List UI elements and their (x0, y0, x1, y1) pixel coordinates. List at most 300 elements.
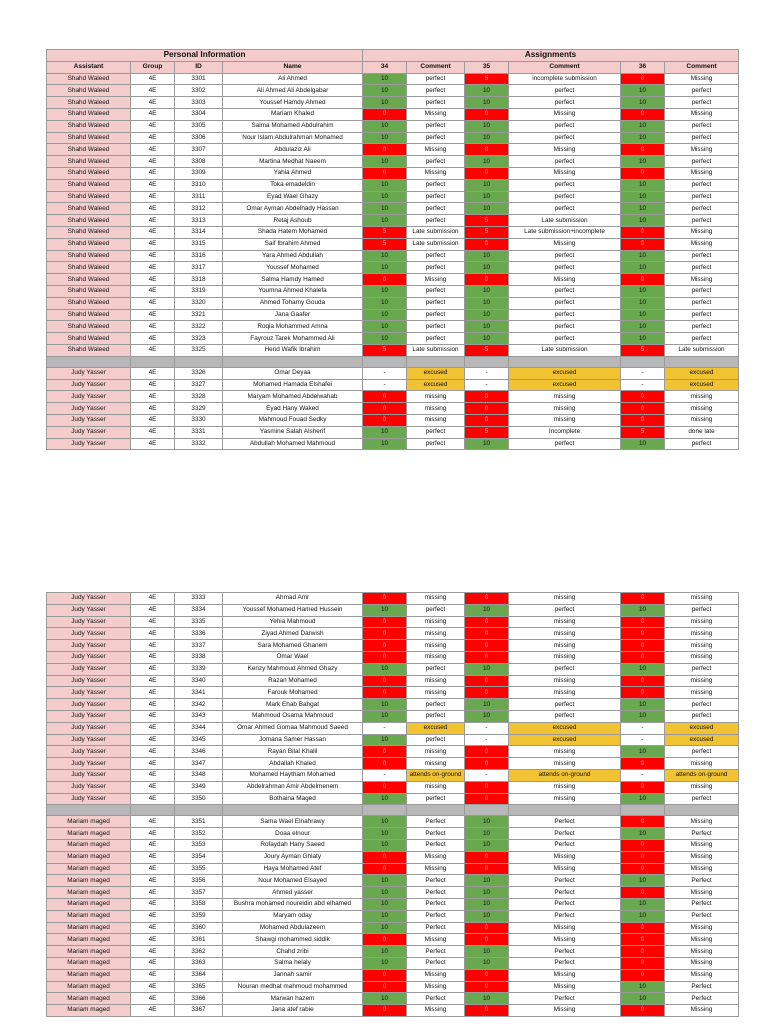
comment-34-cell[interactable]: Missing (407, 144, 465, 156)
score-34-cell[interactable]: 10 (363, 438, 407, 450)
group-cell[interactable]: 4E (131, 769, 175, 781)
comment-35-cell[interactable]: Perfect (509, 839, 621, 851)
name-cell[interactable]: Sama Wael Elnahrawy (223, 816, 363, 828)
assistant-cell[interactable]: Judy Yasser (47, 628, 131, 640)
comment-34-cell[interactable]: Late submission (407, 226, 465, 238)
comment-36-cell[interactable]: excused (665, 722, 739, 734)
assistant-cell[interactable]: Mariam maged (47, 946, 131, 958)
comment-34-cell[interactable]: excused (407, 367, 465, 379)
score-35-cell[interactable]: 10 (465, 839, 509, 851)
assistant-cell[interactable]: Judy Yasser (47, 593, 131, 605)
assistant-cell[interactable]: Shahd Waleed (47, 297, 131, 309)
score-36-cell[interactable]: 0 (621, 403, 665, 415)
group-cell[interactable]: 4E (131, 97, 175, 109)
comment-36-cell[interactable]: perfect (665, 309, 739, 321)
score-36-cell[interactable]: 10 (621, 910, 665, 922)
comment-36-cell[interactable]: Missing (665, 946, 739, 958)
score-35-cell[interactable]: 0 (465, 687, 509, 699)
score-34-cell[interactable]: 10 (363, 793, 407, 805)
score-36-cell[interactable]: 0 (621, 274, 665, 286)
comment-36-cell[interactable]: perfect (665, 604, 739, 616)
score-34-cell[interactable]: - (363, 769, 407, 781)
score-35-cell[interactable]: 0 (465, 616, 509, 628)
score-36-cell[interactable]: 0 (621, 167, 665, 179)
score-36-cell[interactable]: 0 (621, 839, 665, 851)
score-34-cell[interactable]: 0 (363, 593, 407, 605)
group-cell[interactable]: 4E (131, 593, 175, 605)
score-36-cell[interactable]: 10 (621, 156, 665, 168)
comment-36-cell[interactable]: missing (665, 593, 739, 605)
comment-34-cell[interactable]: perfect (407, 426, 465, 438)
group-cell[interactable]: 4E (131, 108, 175, 120)
group-cell[interactable]: 4E (131, 616, 175, 628)
comment-34-cell[interactable]: Perfect (407, 922, 465, 934)
comment-36-cell[interactable]: Late submission (665, 344, 739, 356)
score-34-cell[interactable]: 10 (363, 250, 407, 262)
id-cell[interactable]: 3335 (175, 616, 223, 628)
id-cell[interactable]: 3319 (175, 285, 223, 297)
comment-36-cell[interactable]: Missing (665, 969, 739, 981)
group-cell[interactable]: 4E (131, 746, 175, 758)
score-35-cell[interactable]: 0 (465, 274, 509, 286)
assistant-cell[interactable]: Judy Yasser (47, 414, 131, 426)
group-cell[interactable]: 4E (131, 699, 175, 711)
score-35-cell[interactable]: 0 (465, 593, 509, 605)
name-cell[interactable]: Salma helaly (223, 957, 363, 969)
assistant-cell[interactable]: Judy Yasser (47, 746, 131, 758)
id-cell[interactable]: 3315 (175, 238, 223, 250)
assistant-cell[interactable]: Mariam maged (47, 863, 131, 875)
assistant-cell[interactable]: Judy Yasser (47, 758, 131, 770)
score-34-cell[interactable]: 0 (363, 687, 407, 699)
name-cell[interactable]: Yahia Ahmed (223, 167, 363, 179)
assistant-cell[interactable]: Mariam maged (47, 828, 131, 840)
group-cell[interactable]: 4E (131, 179, 175, 191)
score-34-cell[interactable]: 10 (363, 910, 407, 922)
comment-34-cell[interactable]: perfect (407, 85, 465, 97)
assistant-cell[interactable]: Mariam maged (47, 875, 131, 887)
assistant-cell[interactable]: Shahd Waleed (47, 285, 131, 297)
score-35-cell[interactable]: - (465, 367, 509, 379)
assistant-cell[interactable]: Judy Yasser (47, 391, 131, 403)
id-cell[interactable]: 3354 (175, 851, 223, 863)
assistant-cell[interactable]: Judy Yasser (47, 426, 131, 438)
score-35-cell[interactable]: 10 (465, 875, 509, 887)
comment-34-cell[interactable]: excused (407, 722, 465, 734)
score-36-cell[interactable]: 10 (621, 663, 665, 675)
comment-36-cell[interactable]: Missing (665, 238, 739, 250)
assistant-cell[interactable]: Shahd Waleed (47, 191, 131, 203)
id-cell[interactable]: 3366 (175, 993, 223, 1005)
score-35-cell[interactable]: - (465, 722, 509, 734)
comment-34-cell[interactable]: Perfect (407, 898, 465, 910)
score-35-cell[interactable]: 10 (465, 993, 509, 1005)
assistant-cell[interactable]: Judy Yasser (47, 793, 131, 805)
name-cell[interactable]: Omar Deyaa (223, 367, 363, 379)
id-cell[interactable]: 3355 (175, 863, 223, 875)
comment-35-cell[interactable]: perfect (509, 699, 621, 711)
comment-36-cell[interactable]: perfect (665, 120, 739, 132)
comment-34-cell[interactable]: perfect (407, 604, 465, 616)
comment-34-cell[interactable]: missing (407, 687, 465, 699)
id-cell[interactable]: 3348 (175, 769, 223, 781)
assistant-cell[interactable]: Shahd Waleed (47, 309, 131, 321)
assistant-cell[interactable]: Judy Yasser (47, 769, 131, 781)
assistant-cell[interactable]: Shahd Waleed (47, 344, 131, 356)
comment-35-cell[interactable]: perfect (509, 333, 621, 345)
comment-34-cell[interactable]: Missing (407, 108, 465, 120)
comment-35-cell[interactable]: missing (509, 781, 621, 793)
score-36-cell[interactable]: 0 (621, 816, 665, 828)
assistant-cell[interactable]: Judy Yasser (47, 699, 131, 711)
comment-35-cell[interactable]: excused (509, 379, 621, 391)
name-cell[interactable]: Jana atef rabie (223, 1005, 363, 1017)
score-35-cell[interactable]: 5 (465, 215, 509, 227)
score-34-cell[interactable]: 0 (363, 969, 407, 981)
name-cell[interactable]: Joury Ayman Ghlaty (223, 851, 363, 863)
id-cell[interactable]: 3323 (175, 333, 223, 345)
comment-34-cell[interactable]: perfect (407, 793, 465, 805)
comment-36-cell[interactable]: perfect (665, 793, 739, 805)
group-cell[interactable]: 4E (131, 758, 175, 770)
comment-36-cell[interactable]: perfect (665, 333, 739, 345)
name-cell[interactable]: Ahmed yasser (223, 887, 363, 899)
comment-36-cell[interactable]: perfect (665, 85, 739, 97)
id-cell[interactable]: 3333 (175, 593, 223, 605)
score-35-cell[interactable]: 10 (465, 309, 509, 321)
assistant-cell[interactable]: Judy Yasser (47, 651, 131, 663)
comment-35-cell[interactable]: perfect (509, 438, 621, 450)
comment-35-cell[interactable]: Missing (509, 863, 621, 875)
group-cell[interactable]: 4E (131, 993, 175, 1005)
score-34-cell[interactable]: 10 (363, 922, 407, 934)
comment-36-cell[interactable]: Missing (665, 144, 739, 156)
score-34-cell[interactable]: - (363, 367, 407, 379)
group-cell[interactable]: 4E (131, 875, 175, 887)
score-34-cell[interactable]: 0 (363, 758, 407, 770)
score-36-cell[interactable]: 0 (621, 414, 665, 426)
id-cell[interactable]: 3325 (175, 344, 223, 356)
comment-34-cell[interactable]: Perfect (407, 957, 465, 969)
score-34-cell[interactable]: 10 (363, 887, 407, 899)
score-36-cell[interactable]: 10 (621, 875, 665, 887)
score-34-cell[interactable]: 5 (363, 226, 407, 238)
score-36-cell[interactable]: 10 (621, 120, 665, 132)
score-36-cell[interactable]: 0 (621, 226, 665, 238)
assistant-cell[interactable]: Judy Yasser (47, 640, 131, 652)
score-36-cell[interactable]: 10 (621, 746, 665, 758)
name-cell[interactable]: Bothaina Maged (223, 793, 363, 805)
score-36-cell[interactable]: 10 (621, 85, 665, 97)
group-cell[interactable]: 4E (131, 734, 175, 746)
score-34-cell[interactable]: 0 (363, 108, 407, 120)
comment-36-cell[interactable]: perfect (665, 179, 739, 191)
id-cell[interactable]: 3326 (175, 367, 223, 379)
comment-36-cell[interactable]: perfect (665, 156, 739, 168)
comment-35-cell[interactable]: perfect (509, 285, 621, 297)
name-cell[interactable]: Shada Hatem Mohamed (223, 226, 363, 238)
score-35-cell[interactable]: 0 (465, 758, 509, 770)
comment-36-cell[interactable]: perfect (665, 215, 739, 227)
score-34-cell[interactable]: 0 (363, 1005, 407, 1017)
id-cell[interactable]: 3357 (175, 887, 223, 899)
comment-35-cell[interactable]: missing (509, 391, 621, 403)
score-35-cell[interactable]: 0 (465, 651, 509, 663)
comment-34-cell[interactable]: perfect (407, 438, 465, 450)
score-36-cell[interactable]: 0 (621, 887, 665, 899)
comment-34-cell[interactable]: perfect (407, 156, 465, 168)
score-34-cell[interactable]: 0 (363, 274, 407, 286)
score-36-cell[interactable]: - (621, 379, 665, 391)
id-cell[interactable]: 3340 (175, 675, 223, 687)
name-cell[interactable]: Omar Ayman Abdelhady Hassan (223, 203, 363, 215)
group-cell[interactable]: 4E (131, 426, 175, 438)
score-35-cell[interactable]: 10 (465, 179, 509, 191)
name-cell[interactable]: Mahmoud Osama Mahmoud (223, 710, 363, 722)
comment-34-cell[interactable]: missing (407, 403, 465, 415)
comment-35-cell[interactable]: perfect (509, 309, 621, 321)
score-34-cell[interactable]: 10 (363, 699, 407, 711)
id-cell[interactable]: 3367 (175, 1005, 223, 1017)
assistant-cell[interactable]: Judy Yasser (47, 734, 131, 746)
group-cell[interactable]: 4E (131, 934, 175, 946)
comment-34-cell[interactable]: Perfect (407, 839, 465, 851)
comment-34-cell[interactable]: Missing (407, 274, 465, 286)
score-35-cell[interactable]: 10 (465, 604, 509, 616)
assistant-cell[interactable]: Judy Yasser (47, 675, 131, 687)
score-35-cell[interactable]: 10 (465, 285, 509, 297)
id-cell[interactable]: 3359 (175, 910, 223, 922)
score-34-cell[interactable]: 0 (363, 863, 407, 875)
comment-36-cell[interactable]: Perfect (665, 898, 739, 910)
name-cell[interactable]: Maryam Mohamed Abdelwahab (223, 391, 363, 403)
comment-35-cell[interactable]: perfect (509, 97, 621, 109)
name-cell[interactable]: Abdallah Khaled (223, 758, 363, 770)
comment-35-cell[interactable]: missing (509, 593, 621, 605)
comment-35-cell[interactable]: missing (509, 687, 621, 699)
comment-34-cell[interactable]: missing (407, 675, 465, 687)
id-cell[interactable]: 3327 (175, 379, 223, 391)
name-cell[interactable]: Rayan Bilal Khalil (223, 746, 363, 758)
score-34-cell[interactable]: 10 (363, 297, 407, 309)
comment-36-cell[interactable]: excused (665, 367, 739, 379)
group-cell[interactable]: 4E (131, 120, 175, 132)
score-35-cell[interactable]: 10 (465, 156, 509, 168)
score-36-cell[interactable]: 5 (621, 344, 665, 356)
comment-35-cell[interactable]: Late submission+incomplete (509, 226, 621, 238)
score-34-cell[interactable]: 10 (363, 993, 407, 1005)
comment-35-cell[interactable]: Perfect (509, 910, 621, 922)
assistant-cell[interactable]: Mariam maged (47, 969, 131, 981)
assistant-cell[interactable]: Judy Yasser (47, 687, 131, 699)
score-35-cell[interactable]: 10 (465, 120, 509, 132)
score-34-cell[interactable]: 0 (363, 616, 407, 628)
assistant-cell[interactable]: Shahd Waleed (47, 156, 131, 168)
score-35-cell[interactable]: 0 (465, 746, 509, 758)
name-cell[interactable]: Jannah samir (223, 969, 363, 981)
score-34-cell[interactable]: - (363, 379, 407, 391)
name-cell[interactable]: Mohamed Hamada Elshafei (223, 379, 363, 391)
group-cell[interactable]: 4E (131, 203, 175, 215)
score-35-cell[interactable]: 0 (465, 922, 509, 934)
assistant-cell[interactable]: Judy Yasser (47, 604, 131, 616)
score-35-cell[interactable]: 0 (465, 391, 509, 403)
score-36-cell[interactable]: 10 (621, 132, 665, 144)
assistant-cell[interactable]: Shahd Waleed (47, 321, 131, 333)
id-cell[interactable]: 3308 (175, 156, 223, 168)
id-cell[interactable]: 3350 (175, 793, 223, 805)
score-35-cell[interactable]: 10 (465, 262, 509, 274)
score-36-cell[interactable]: 10 (621, 297, 665, 309)
assistant-cell[interactable]: Mariam maged (47, 898, 131, 910)
comment-36-cell[interactable]: perfect (665, 250, 739, 262)
comment-35-cell[interactable]: missing (509, 793, 621, 805)
assistant-cell[interactable]: Shahd Waleed (47, 238, 131, 250)
comment-34-cell[interactable]: perfect (407, 120, 465, 132)
comment-34-cell[interactable]: perfect (407, 97, 465, 109)
score-36-cell[interactable]: 0 (621, 628, 665, 640)
comment-34-cell[interactable]: Perfect (407, 828, 465, 840)
comment-34-cell[interactable]: Missing (407, 167, 465, 179)
group-cell[interactable]: 4E (131, 438, 175, 450)
name-cell[interactable]: Ali Ahmed Ali Abdelgabar (223, 85, 363, 97)
comment-36-cell[interactable]: Perfect (665, 910, 739, 922)
score-36-cell[interactable]: 10 (621, 191, 665, 203)
comment-34-cell[interactable]: Perfect (407, 887, 465, 899)
comment-35-cell[interactable]: missing (509, 616, 621, 628)
comment-36-cell[interactable]: missing (665, 675, 739, 687)
score-34-cell[interactable]: 0 (363, 144, 407, 156)
score-35-cell[interactable]: 0 (465, 793, 509, 805)
name-cell[interactable]: Eyad Hany Waked (223, 403, 363, 415)
name-cell[interactable]: Ahmed Tohamy Gouda (223, 297, 363, 309)
comment-35-cell[interactable]: Late submission (509, 215, 621, 227)
comment-35-cell[interactable]: perfect (509, 156, 621, 168)
comment-35-cell[interactable]: Missing (509, 144, 621, 156)
name-cell[interactable]: Abdulaziz Ali (223, 144, 363, 156)
group-cell[interactable]: 4E (131, 344, 175, 356)
id-cell[interactable]: 3309 (175, 167, 223, 179)
comment-34-cell[interactable]: perfect (407, 663, 465, 675)
score-35-cell[interactable]: 10 (465, 816, 509, 828)
comment-35-cell[interactable]: excused (509, 734, 621, 746)
name-cell[interactable]: Eyad Wael Ghazy (223, 191, 363, 203)
comment-34-cell[interactable]: Late submission (407, 344, 465, 356)
id-cell[interactable]: 3331 (175, 426, 223, 438)
comment-36-cell[interactable]: missing (665, 640, 739, 652)
comment-35-cell[interactable]: perfect (509, 203, 621, 215)
group-cell[interactable]: 4E (131, 898, 175, 910)
score-35-cell[interactable]: 10 (465, 663, 509, 675)
comment-34-cell[interactable]: Missing (407, 863, 465, 875)
id-cell[interactable]: 3339 (175, 663, 223, 675)
assistant-cell[interactable]: Shahd Waleed (47, 262, 131, 274)
comment-34-cell[interactable]: Late submission (407, 238, 465, 250)
name-cell[interactable]: Chahd zribi (223, 946, 363, 958)
comment-34-cell[interactable]: missing (407, 414, 465, 426)
score-35-cell[interactable]: 0 (465, 969, 509, 981)
group-cell[interactable]: 4E (131, 710, 175, 722)
score-35-cell[interactable]: 10 (465, 321, 509, 333)
comment-35-cell[interactable]: perfect (509, 604, 621, 616)
score-36-cell[interactable]: 10 (621, 250, 665, 262)
comment-34-cell[interactable]: Perfect (407, 993, 465, 1005)
comment-36-cell[interactable]: Missing (665, 1005, 739, 1017)
score-34-cell[interactable]: 10 (363, 816, 407, 828)
comment-34-cell[interactable]: Missing (407, 981, 465, 993)
comment-34-cell[interactable]: missing (407, 746, 465, 758)
id-cell[interactable]: 3358 (175, 898, 223, 910)
group-cell[interactable]: 4E (131, 651, 175, 663)
comment-36-cell[interactable]: perfect (665, 746, 739, 758)
score-34-cell[interactable]: 10 (363, 73, 407, 85)
score-35-cell[interactable]: 10 (465, 828, 509, 840)
group-cell[interactable]: 4E (131, 851, 175, 863)
score-34-cell[interactable]: 0 (363, 781, 407, 793)
comment-34-cell[interactable]: missing (407, 651, 465, 663)
id-cell[interactable]: 3304 (175, 108, 223, 120)
id-cell[interactable]: 3301 (175, 73, 223, 85)
score-36-cell[interactable]: 0 (621, 593, 665, 605)
assistant-cell[interactable]: Shahd Waleed (47, 167, 131, 179)
name-cell[interactable]: Nouran medhat mahmoud mohammed (223, 981, 363, 993)
score-35-cell[interactable]: 10 (465, 250, 509, 262)
id-cell[interactable]: 3365 (175, 981, 223, 993)
comment-35-cell[interactable]: Missing (509, 851, 621, 863)
assistant-cell[interactable]: Judy Yasser (47, 367, 131, 379)
name-cell[interactable]: Salma Mohamed Abdulrahim (223, 120, 363, 132)
id-cell[interactable]: 3305 (175, 120, 223, 132)
comment-34-cell[interactable]: Perfect (407, 875, 465, 887)
assistant-cell[interactable]: Judy Yasser (47, 403, 131, 415)
group-cell[interactable]: 4E (131, 816, 175, 828)
comment-34-cell[interactable]: Missing (407, 934, 465, 946)
score-36-cell[interactable]: 0 (621, 651, 665, 663)
group-cell[interactable]: 4E (131, 640, 175, 652)
comment-35-cell[interactable]: Missing (509, 922, 621, 934)
name-cell[interactable]: Yara Ahmed Abdullah (223, 250, 363, 262)
score-35-cell[interactable]: 5 (465, 73, 509, 85)
id-cell[interactable]: 3306 (175, 132, 223, 144)
score-35-cell[interactable]: 10 (465, 97, 509, 109)
comment-36-cell[interactable]: missing (665, 628, 739, 640)
score-34-cell[interactable]: 0 (363, 403, 407, 415)
score-35-cell[interactable]: 0 (465, 675, 509, 687)
group-cell[interactable]: 4E (131, 414, 175, 426)
comment-34-cell[interactable]: missing (407, 616, 465, 628)
comment-34-cell[interactable]: perfect (407, 734, 465, 746)
score-34-cell[interactable]: 10 (363, 663, 407, 675)
assistant-cell[interactable]: Judy Yasser (47, 710, 131, 722)
name-cell[interactable]: Salma Hamdy Hamed (223, 274, 363, 286)
id-cell[interactable]: 3321 (175, 309, 223, 321)
name-cell[interactable]: Bushra mohamed noureldin abd elhamed (223, 898, 363, 910)
name-cell[interactable]: Mariam Khaled (223, 108, 363, 120)
comment-34-cell[interactable]: perfect (407, 309, 465, 321)
group-cell[interactable]: 4E (131, 957, 175, 969)
group-cell[interactable]: 4E (131, 191, 175, 203)
name-cell[interactable]: Abdullah Mohamed Mahmoud (223, 438, 363, 450)
assistant-cell[interactable]: Mariam maged (47, 1005, 131, 1017)
score-36-cell[interactable]: 10 (621, 97, 665, 109)
comment-34-cell[interactable]: perfect (407, 321, 465, 333)
score-36-cell[interactable]: 10 (621, 699, 665, 711)
id-cell[interactable]: 3329 (175, 403, 223, 415)
score-35-cell[interactable]: 10 (465, 946, 509, 958)
score-36-cell[interactable]: 10 (621, 203, 665, 215)
group-cell[interactable]: 4E (131, 781, 175, 793)
id-cell[interactable]: 3353 (175, 839, 223, 851)
